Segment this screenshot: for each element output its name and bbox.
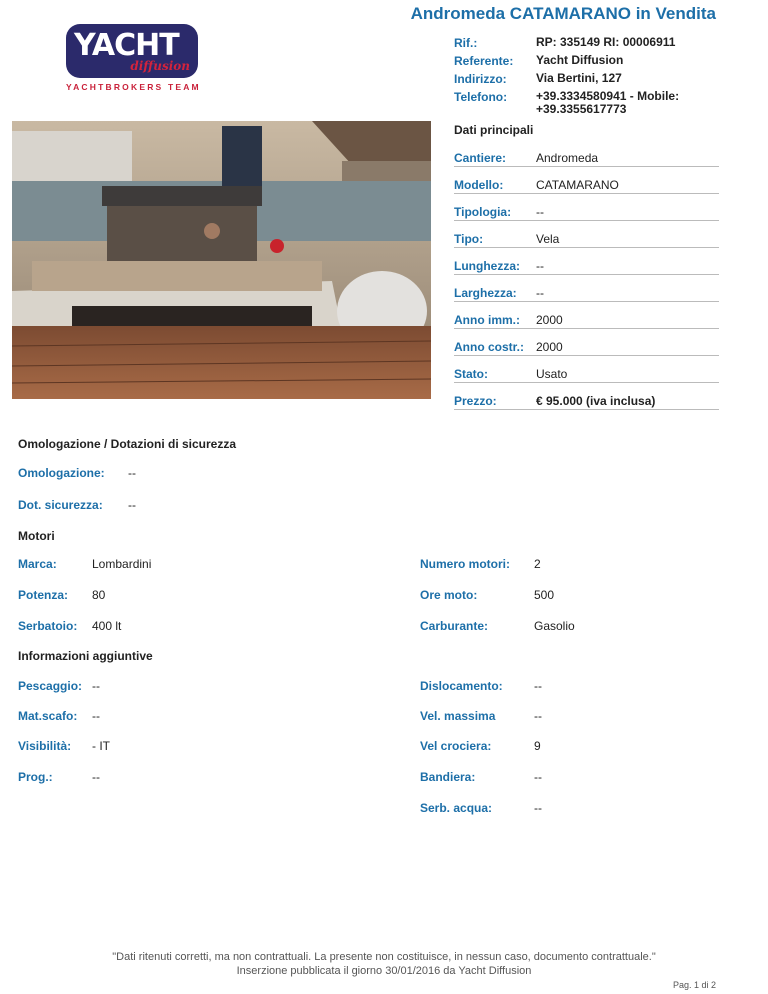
field-value: -- xyxy=(534,709,542,723)
field-label: Dislocamento: xyxy=(420,679,503,693)
spec-value: -- xyxy=(536,205,544,219)
spec-row-tipo xyxy=(454,221,719,248)
spec-row-cantiere xyxy=(454,140,719,167)
motori-heading: Motori xyxy=(18,529,55,543)
spec-value: 2000 xyxy=(536,340,563,354)
ref-row-referente xyxy=(454,54,724,68)
field-label: Vel crociera: xyxy=(420,739,492,753)
field-serbatoio xyxy=(18,619,121,633)
field-prog xyxy=(18,770,100,784)
field-label: Visibilità: xyxy=(18,739,72,753)
spec-row-prezzo xyxy=(454,383,719,410)
spec-label: Lunghezza: xyxy=(454,259,520,273)
ref-label: Referente: xyxy=(454,54,514,68)
spec-row-stato xyxy=(454,356,719,383)
spec-value: Andromeda xyxy=(536,151,599,165)
field-value: - IT xyxy=(92,739,110,753)
field-dislocamento xyxy=(420,679,542,693)
field-ore-moto xyxy=(420,588,554,602)
field-omologazione xyxy=(18,466,136,480)
spec-label: Tipo: xyxy=(454,232,484,246)
spec-label: Anno costr.: xyxy=(454,340,525,354)
field-value: -- xyxy=(92,770,100,784)
spec-label: Anno imm.: xyxy=(454,313,520,327)
spec-label: Larghezza: xyxy=(454,286,517,300)
spec-value: € 95.000 (iva inclusa) xyxy=(536,394,656,408)
ref-row-rif xyxy=(454,36,724,50)
spec-row-larghezza xyxy=(454,275,719,302)
field-value: 80 xyxy=(92,588,106,602)
spec-row-lunghezza xyxy=(454,248,719,275)
logo-badge xyxy=(66,24,198,78)
spec-value: CATAMARANO xyxy=(536,178,619,192)
field-vel-crociera xyxy=(420,739,541,753)
field-value: -- xyxy=(534,801,542,815)
field-label: Marca: xyxy=(18,557,57,571)
field-label: Mat.scafo: xyxy=(18,709,78,723)
spec-value: -- xyxy=(536,286,544,300)
field-label: Pescaggio: xyxy=(18,679,83,693)
logo-word: YACHT xyxy=(74,28,179,63)
footer-disclaimer xyxy=(0,950,768,978)
ref-value: Yacht Diffusion xyxy=(536,53,624,67)
dati-principali-heading: Dati principali xyxy=(454,123,534,137)
field-value: -- xyxy=(128,498,136,512)
field-carburante xyxy=(420,619,575,633)
field-marca xyxy=(18,557,151,571)
field-mat-scafo xyxy=(18,709,100,723)
field-dot-sicurezza xyxy=(18,498,136,512)
field-numero-motori xyxy=(420,557,541,571)
field-visibilita xyxy=(18,739,110,753)
field-label: Carburante: xyxy=(420,619,489,633)
spec-label: Stato: xyxy=(454,367,488,381)
footer-line-2: Inserzione pubblicata il giorno 30/01/2016 da Yacht Diffusion xyxy=(236,965,532,977)
field-value: -- xyxy=(92,679,100,693)
field-value: 500 xyxy=(534,588,555,602)
yacht-diffusion-logo xyxy=(66,24,200,92)
field-value: 400 lt xyxy=(92,619,122,633)
field-bandiera xyxy=(420,770,542,784)
reference-info xyxy=(454,36,724,120)
field-label: Omologazione: xyxy=(18,466,105,480)
logo-script: diffusion xyxy=(130,59,190,73)
field-serb-acqua xyxy=(420,801,542,815)
logo-tagline: YACHTBROKERS TEAM xyxy=(66,82,201,92)
spec-label: Tipologia: xyxy=(454,205,512,219)
field-vel-massima xyxy=(420,709,542,723)
field-label: Bandiera: xyxy=(420,770,476,784)
field-label: Potenza: xyxy=(18,588,69,602)
field-value: -- xyxy=(92,709,100,723)
ref-value: +39.3334580941 - Mobile: +39.3355617773 xyxy=(536,89,680,116)
ref-row-telefono xyxy=(454,90,724,116)
spec-value: Usato xyxy=(536,367,568,381)
info-heading: Informazioni aggiuntive xyxy=(18,649,153,663)
spec-row-modello xyxy=(454,167,719,194)
page-title: Andromeda CATAMARANO in Vendita xyxy=(410,4,716,23)
field-label: Ore moto: xyxy=(420,588,478,602)
ref-value: Via Bertini, 127 xyxy=(536,71,622,85)
ref-row-indirizzo xyxy=(454,72,724,86)
field-value: 9 xyxy=(534,739,541,753)
field-value: -- xyxy=(534,770,542,784)
spec-label: Prezzo: xyxy=(454,394,497,408)
footer-line-1: "Dati ritenuti corretti, ma non contrattuali. La presente non costituisce, in nessun caso, documento contrattuale." xyxy=(112,951,656,963)
spec-value: -- xyxy=(536,259,544,273)
spec-label: Modello: xyxy=(454,178,504,192)
field-value: Gasolio xyxy=(534,619,575,633)
omologazione-heading: Omologazione / Dotazioni di sicurezza xyxy=(18,437,237,451)
field-potenza xyxy=(18,588,105,602)
page-number: Pag. 1 di 2 xyxy=(672,980,716,990)
field-value: 2 xyxy=(534,557,541,571)
field-value: -- xyxy=(534,679,542,693)
dati-principali-list xyxy=(454,140,719,410)
spec-row-anno-imm xyxy=(454,302,719,329)
boat-photo xyxy=(12,121,431,399)
ref-label: Telefono: xyxy=(454,90,508,104)
ref-label: Indirizzo: xyxy=(454,72,507,86)
field-label: Prog.: xyxy=(18,770,53,784)
field-label: Dot. sicurezza: xyxy=(18,498,103,512)
field-value: Lombardini xyxy=(92,557,152,571)
spec-row-anno-costr xyxy=(454,329,719,356)
spec-label: Cantiere: xyxy=(454,151,507,165)
spec-value: 2000 xyxy=(536,313,563,327)
field-pescaggio xyxy=(18,679,100,693)
spec-value: Vela xyxy=(536,232,560,246)
field-label: Vel. massima xyxy=(420,709,496,723)
field-label: Serb. acqua: xyxy=(420,801,493,815)
spec-row-tipologia xyxy=(454,194,719,221)
ref-label: Rif.: xyxy=(454,36,478,50)
field-value: -- xyxy=(128,466,136,480)
ref-value: RP: 335149 RI: 00006911 xyxy=(536,35,676,49)
field-label: Serbatoio: xyxy=(18,619,78,633)
field-label: Numero motori: xyxy=(420,557,510,571)
